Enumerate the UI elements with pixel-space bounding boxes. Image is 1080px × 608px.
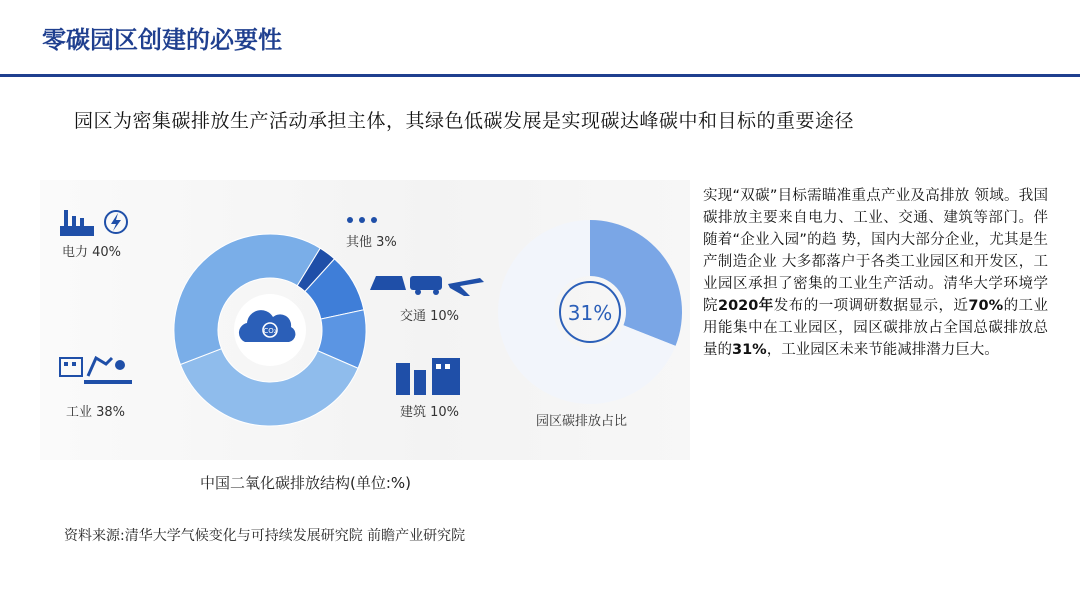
robot-arm-icon	[60, 358, 132, 384]
emission-charts	[40, 180, 690, 460]
park-share-value: 31%	[567, 301, 613, 325]
cloud-co2-icon	[234, 294, 306, 366]
desc-part-4: ，工业园区未来节能减排潜力巨大。	[766, 342, 999, 358]
label-other: 其他 3%	[346, 235, 397, 250]
page-title: 零碳园区创建的必要性	[42, 26, 282, 54]
dots-icon	[347, 217, 377, 223]
label-building: 建筑 10%	[400, 405, 460, 420]
chart-caption: 中国二氧化碳排放结构(单位:%)	[200, 474, 412, 492]
desc-part-2: 发布的一项调研数据显示，近	[773, 298, 969, 314]
transport-icon	[370, 276, 484, 296]
park-slice-0	[590, 220, 682, 346]
source-note: 资料来源:清华大学气候变化与可持续发展研究院 前瞻产业研究院	[64, 528, 466, 544]
buildings-icon	[396, 358, 460, 395]
park-share-title: 园区碳排放占比	[536, 414, 628, 429]
subtitle: 园区为密集碳排放生产活动承担主体，其绿色低碳发展是实现碳达峰碳中和目标的重要途径	[74, 110, 855, 132]
label-transport: 交通 10%	[400, 309, 460, 324]
desc-year: 2020年	[717, 298, 774, 314]
desc-pct-70: 70%	[968, 298, 1004, 314]
cloud-co2-text: CO₂	[263, 327, 277, 335]
desc-part-1: 实现“双碳”目标需瞄准重点产业及高排放 领域。我国碳排放主要来自电力、工业、交通、建筑等部门。伴随着“企业入园”的趋 势，国内大部分企业，尤其是生产制造企业 大多都落户于各类工业园区和开发区，工业园区承担了密集的工业生产活动。清华大学环境学院	[703, 188, 1048, 314]
title-divider	[0, 74, 1080, 77]
desc-part-3: 的工业用能集中在工业园区，园区碳排放占全国总碳排放总量的	[703, 298, 1049, 358]
label-industry: 工业 38%	[66, 405, 126, 420]
factory-icon	[60, 210, 94, 236]
desc-pct-31: 31%	[732, 342, 767, 358]
lightning-icon	[105, 211, 127, 233]
description-text	[703, 185, 1048, 361]
label-power: 电力 40%	[62, 245, 122, 260]
